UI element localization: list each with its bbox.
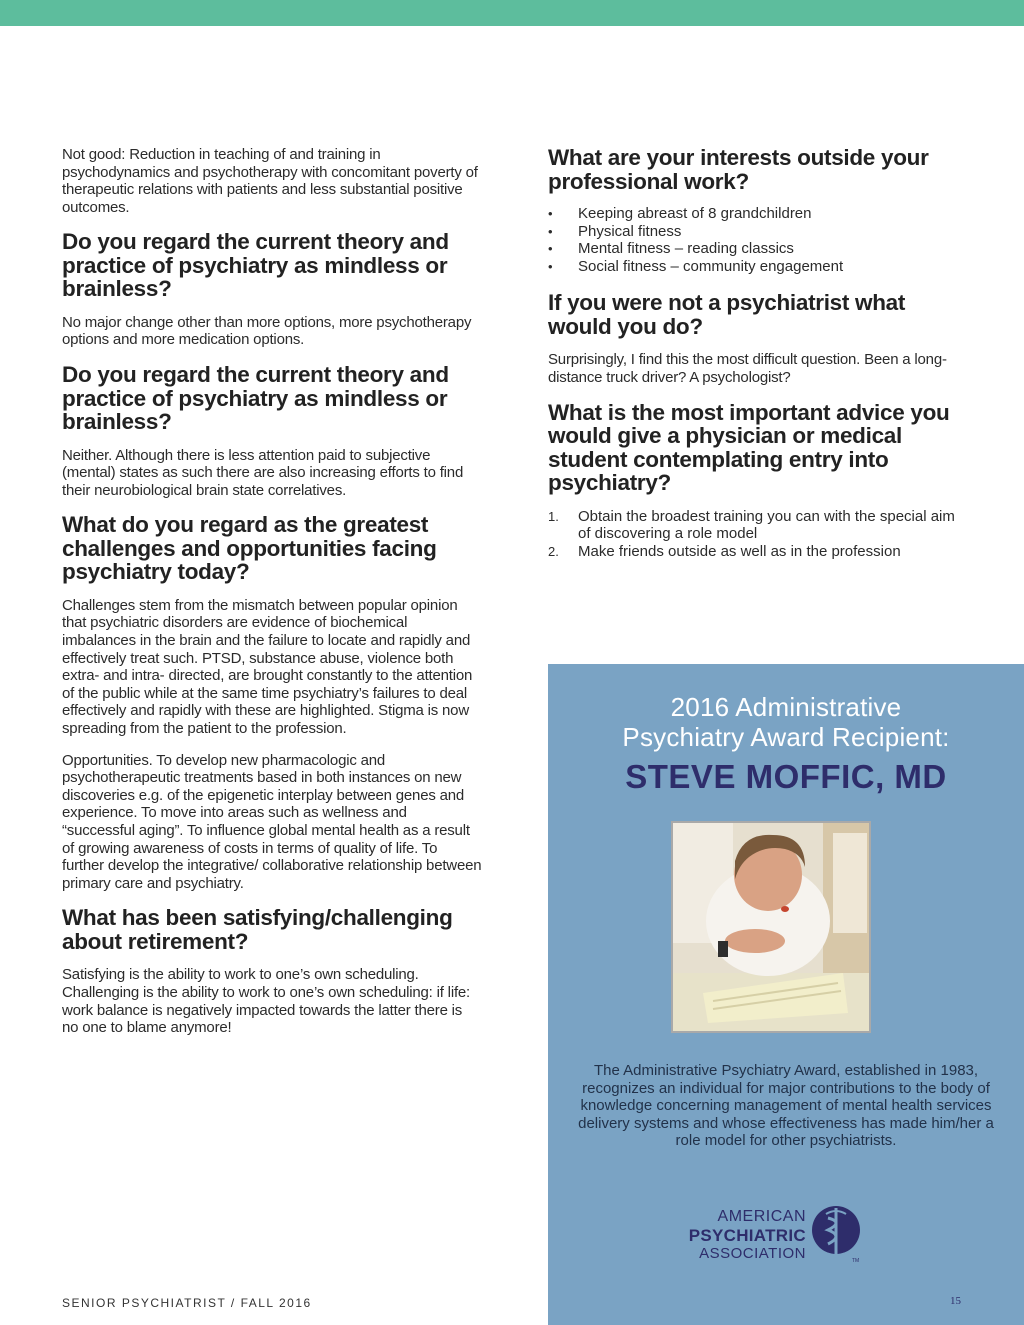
answer-paragraph: Satisfying is the ability to work to one’s own scheduling. Challenging is the ability to work to one’s own scheduling: if life: work balance is negatively impacted towards the latter there is no one to blame anymore! <box>62 966 471 1037</box>
list-text: Make friends outside as well as in the profession <box>578 542 901 560</box>
question-heading: If you were not a psychiatrist what would you do? <box>548 290 906 339</box>
top-color-bar <box>0 0 1024 26</box>
list-item <box>548 508 958 543</box>
answer-paragraph: Not good: Reduction in teaching of and training in psychodynamics and psychotherapy with concomitant poverty of therapeutic relations with patients and less substantial positive outcomes. <box>62 146 478 216</box>
footer-publication: SENIOR PSYCHIATRIST / FALL 2016 <box>62 1296 312 1310</box>
trademark-mark: TM <box>852 1258 860 1264</box>
question-heading: What do you regard as the greatest challenges and opportunities facing psychiatry today? <box>62 512 437 585</box>
question-heading: Do you regard the current theory and practice of psychiatry as mindless or brainless? <box>62 229 449 302</box>
question-heading: What has been satisfying/challenging about retirement? <box>62 905 453 954</box>
apa-wordmark <box>678 1208 806 1263</box>
portrait-illustration <box>673 823 871 1033</box>
right-column <box>548 146 958 560</box>
list-item: • Physical fitness <box>548 223 958 241</box>
apa-emblem-icon <box>812 1202 864 1264</box>
recipient-photo <box>671 821 871 1033</box>
question-heading: What is the most important advice you would give a physician or medical student contemplating entry into psychiatry? <box>548 399 950 496</box>
award-title-line: Psychiatry Award Recipient: <box>622 722 950 752</box>
interests-list <box>548 205 958 275</box>
answer-paragraph: Neither. Although there is less attention paid to subjective (mental) states as such there are also increasing efforts to find their neurobiological brain state correlatives. <box>62 446 464 499</box>
left-column <box>62 146 482 1051</box>
award-title-line: 2016 Administrative <box>670 692 902 722</box>
apa-wordmark-line: ASSOCIATION <box>699 1245 806 1262</box>
list-number: 1. <box>548 508 559 524</box>
list-item: • Keeping abreast of 8 grandchildren <box>548 205 958 223</box>
answer-paragraph: Surprisingly, I find this the most difficult question. Been a long-distance truck driver? A psychologist? <box>548 351 947 386</box>
apa-logo-block <box>678 1202 878 1272</box>
list-text: Obtain the broadest training you can with the special aim of discovering a role model <box>578 507 955 543</box>
question-heading: Do you regard the current theory and practice of psychiatry as mindless or brainless? <box>62 362 449 435</box>
advice-list <box>548 508 958 561</box>
answer-paragraph: Opportunities. To develop new pharmacologic and psychotherapeutic treatments based in both instances on new discoveries e.g. of the epigenetic interplay between genes and experience. To move into areas such as wellness and “successful aging”. To influence global mental health as a result of growing awareness of costs in terms of quality of life. To further develop the integrative/ collaborative relationship between primary care and psychiatry. <box>62 751 482 892</box>
award-description: The Administrative Psychiatry Award, established in 1983, recognizes an individual for major contributions to the body of knowledge concerning management of mental health services delivery systems and whose effectiveness has made him/her a role model for other psychiatrists. <box>578 1062 994 1150</box>
question-heading: What are your interests outside your professional work? <box>548 145 929 194</box>
list-number: 2. <box>548 543 559 559</box>
list-item: • Social fitness – community engagement <box>548 258 958 276</box>
award-recipient-name: STEVE MOFFIC, MD <box>625 758 947 795</box>
list-item <box>548 543 958 561</box>
award-panel <box>548 664 1024 1325</box>
apa-wordmark-line: PSYCHIATRIC <box>688 1226 806 1245</box>
answer-paragraph: Challenges stem from the mismatch between popular opinion that psychiatric disorders are evidence of biochemical imbalances in the brain and the failure to locate and rapidly and effectively treat such. PTSD, substance abuse, violence both extra- and intra- directed, are brought constantly to the attention of the public while at the same time psychiatry’s failures to deal effectively and rapidly with these are highlighted. Stigma is now spreading from the patient to the profession. <box>62 596 473 737</box>
answer-paragraph: No major change other than more options, more psychotherapy options and more medication options. <box>62 313 472 349</box>
list-item: • Mental fitness – reading classics <box>548 240 958 258</box>
apa-wordmark-line: AMERICAN <box>717 1208 806 1225</box>
page-number: 15 <box>950 1295 961 1307</box>
